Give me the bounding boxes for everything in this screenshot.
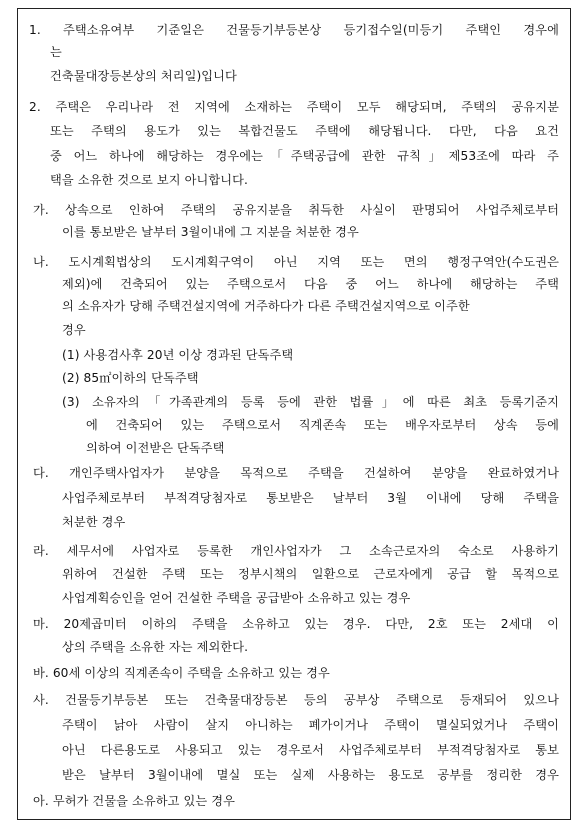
item-1-line-2: 는: [50, 45, 62, 59]
sub-ra-line-1: 라. 세무서에 사업자로 등록한 개인사업자가 그 소속근로자의 숙소로 사용하기: [33, 544, 559, 558]
sub-na-line-4: 경우: [62, 323, 86, 337]
sub-na-line-2: 제외)에 건축되어 있는 주택으로서 다음 중 어느 하나에 해당하는 주택: [62, 277, 559, 291]
sub-da-line-3: 처분한 경우: [62, 515, 126, 529]
sub-na-item-3-line-2: 에 건축되어 있는 주택으로서 직계존속 또는 배우자로부터 상속 등에: [86, 418, 559, 432]
sub-na-item-3-line-1: (3) 소유자의「가족관계의 등록 등에 관한 법률」에 따른 최초 등록기준지: [62, 395, 559, 409]
sub-na-line-1: 나. 도시계획법상의 도시계획구역이 아닌 지역 또는 면의 행정구역안(수도권은: [33, 255, 559, 269]
item-1-line-1: 1. 주택소유여부 기준일은 건물등기부등본상 등기접수일(미등기 주택인 경우에: [29, 23, 559, 37]
sub-ma-line-2: 상의 주택을 소유한 자는 제외한다.: [62, 640, 249, 654]
item-2-line-2: 또는 주택의 용도가 있는 복합건물도 주택에 해당됩니다. 다만, 다음 요건: [50, 124, 559, 138]
item-1-line-3: 건축물대장등본상의 처리일)입니다: [50, 69, 237, 83]
sub-sa-line-1: 사. 건물등기부등본 또는 건축물대장등본 등의 공부상 주택으로 등재되어 있으나: [33, 693, 559, 707]
sub-ra-line-2: 위하여 건설한 주택 또는 정부시책의 일환으로 근로자에게 공급 할 목적으로: [62, 567, 559, 581]
sub-da-line-1: 다. 개인주택사업자가 분양을 목적으로 주택을 건설하여 분양을 완료하였거나: [33, 466, 559, 480]
sub-na-item-1: (1) 사용검사후 20년 이상 경과된 단독주택: [62, 348, 294, 362]
sub-sa-line-4: 받은 날부터 3월이내에 멸실 또는 실제 사용하는 용도로 공부를 정리한 경우: [62, 768, 559, 782]
item-2-line-1: 2. 주택은 우리나라 전 지역에 소재하는 주택이 모두 해당되며, 주택의 공유지분: [29, 100, 559, 114]
sub-ga-line-1: 가. 상속으로 인하여 주택의 공유지분을 취득한 사실이 판명되어 사업주체로부터: [33, 203, 559, 217]
sub-na-line-3: 의 소유자가 당해 주택건설지역에 거주하다가 다른 주택건설지역으로 이주한: [62, 299, 470, 313]
sub-sa-line-2: 주택이 낡아 사람이 살지 아니하는 폐가이거나 주택이 멸실되었거나 주택이: [62, 718, 559, 732]
sub-a-line-1: 아. 무허가 건물을 소유하고 있는 경우: [33, 794, 235, 808]
sub-na-item-2: (2) 85㎡이하의 단독주택: [62, 371, 199, 385]
item-2-line-3: 중 어느 하나에 해당하는 경우에는「주택공급에 관한 규칙」제53조에 따라 주: [50, 149, 559, 163]
sub-na-item-3-line-3: 의하여 이전받은 단독주택: [86, 441, 225, 455]
sub-ba-line-1: 바. 60세 이상의 직계존속이 주택을 소유하고 있는 경우: [33, 666, 330, 680]
sub-sa-line-3: 아닌 다른용도로 사용되고 있는 경우로서 사업주체로부터 부적격당첨자로 통보: [62, 743, 559, 757]
sub-ga-line-2: 이를 통보받은 날부터 3월이내에 그 지분을 처분한 경우: [62, 225, 359, 239]
item-2-line-4: 택을 소유한 것으로 보지 아니합니다.: [50, 173, 248, 187]
sub-ma-line-1: 마. 20제곱미터 이하의 주택을 소유하고 있는 경우. 다만, 2호 또는 2세대 이: [33, 617, 559, 631]
sub-ra-line-3: 사업계획승인을 얻어 건설한 주택을 공급받아 소유하고 있는 경우: [62, 591, 411, 605]
sub-da-line-2: 사업주체로부터 부적격당첨자로 통보받은 날부터 3월 이내에 당해 주택을: [62, 491, 559, 505]
